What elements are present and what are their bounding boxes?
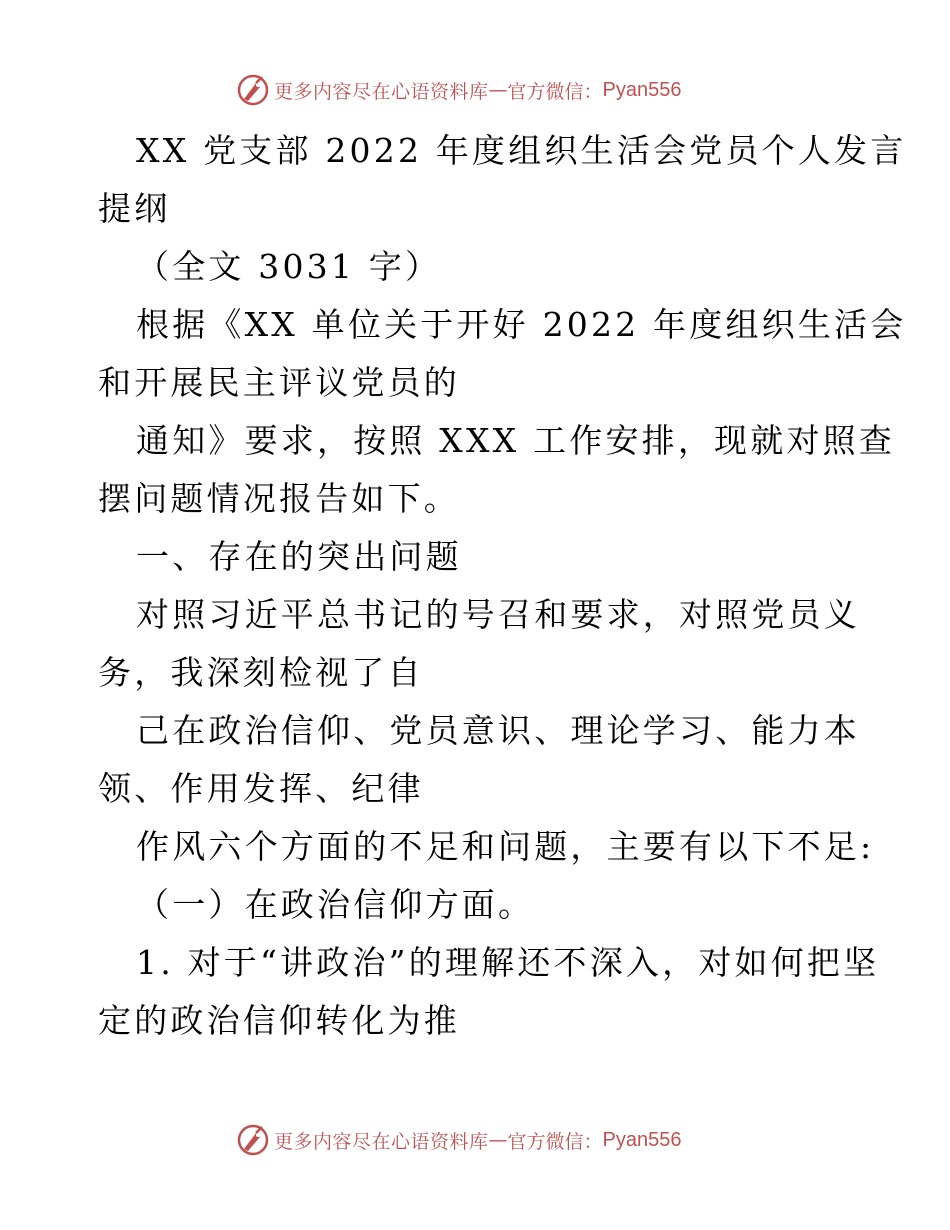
title-line-2: 提纲 <box>98 189 171 228</box>
title-line-1: XX 党支部 2022 年度组织生活会党员个人发言 <box>136 131 907 170</box>
watermark-wechat-id: Pyan556 <box>602 1128 682 1151</box>
body-line: 根据《XX 单位关于开好 2022 年度组织生活会 <box>136 305 907 344</box>
body-line: 摆问题情况报告如下。 <box>98 479 460 518</box>
body-line: 定的政治信仰转化为推 <box>98 1001 460 1040</box>
subsection-heading: （一）在政治信仰方面。 <box>136 885 535 924</box>
word-count-line: （全文 3031 字） <box>136 247 442 286</box>
watermark-text: 更多内容尽在心语资料库 <box>274 1130 489 1153</box>
watermark-dash: — <box>488 1129 508 1151</box>
header-watermark <box>236 72 682 108</box>
pen-nib-logo-icon <box>236 1123 270 1157</box>
body-line: 领、作用发挥、纪律 <box>98 769 424 808</box>
body-line: 通知》要求，按照 XXX 工作安排，现就对照查 <box>136 421 896 460</box>
watermark-wechat-label: 官方微信： <box>507 1130 603 1153</box>
body-line: 作风六个方面的不足和问题，主要有以下不足: <box>136 827 875 866</box>
body-line: 己在政治信仰、党员意识、理论学习、能力本 <box>136 711 860 750</box>
watermark-wechat-id: Pyan556 <box>602 78 682 101</box>
body-line: 和开展民主评议党员的 <box>98 363 460 402</box>
section-heading: 一、存在的突出问题 <box>136 537 462 576</box>
watermark-dash: — <box>488 79 508 101</box>
pen-nib-logo-icon <box>236 73 270 107</box>
document-body <box>98 122 907 1050</box>
footer-watermark <box>236 1122 682 1158</box>
body-line: 1. 对于“讲政治”的理解还不深入，对如何把坚 <box>136 943 880 982</box>
watermark-text: 更多内容尽在心语资料库 <box>274 80 489 103</box>
body-line: 对照习近平总书记的号召和要求，对照党员义 <box>136 595 860 634</box>
body-line: 务，我深刻检视了自 <box>98 653 424 692</box>
watermark-wechat-label: 官方微信： <box>507 80 603 103</box>
